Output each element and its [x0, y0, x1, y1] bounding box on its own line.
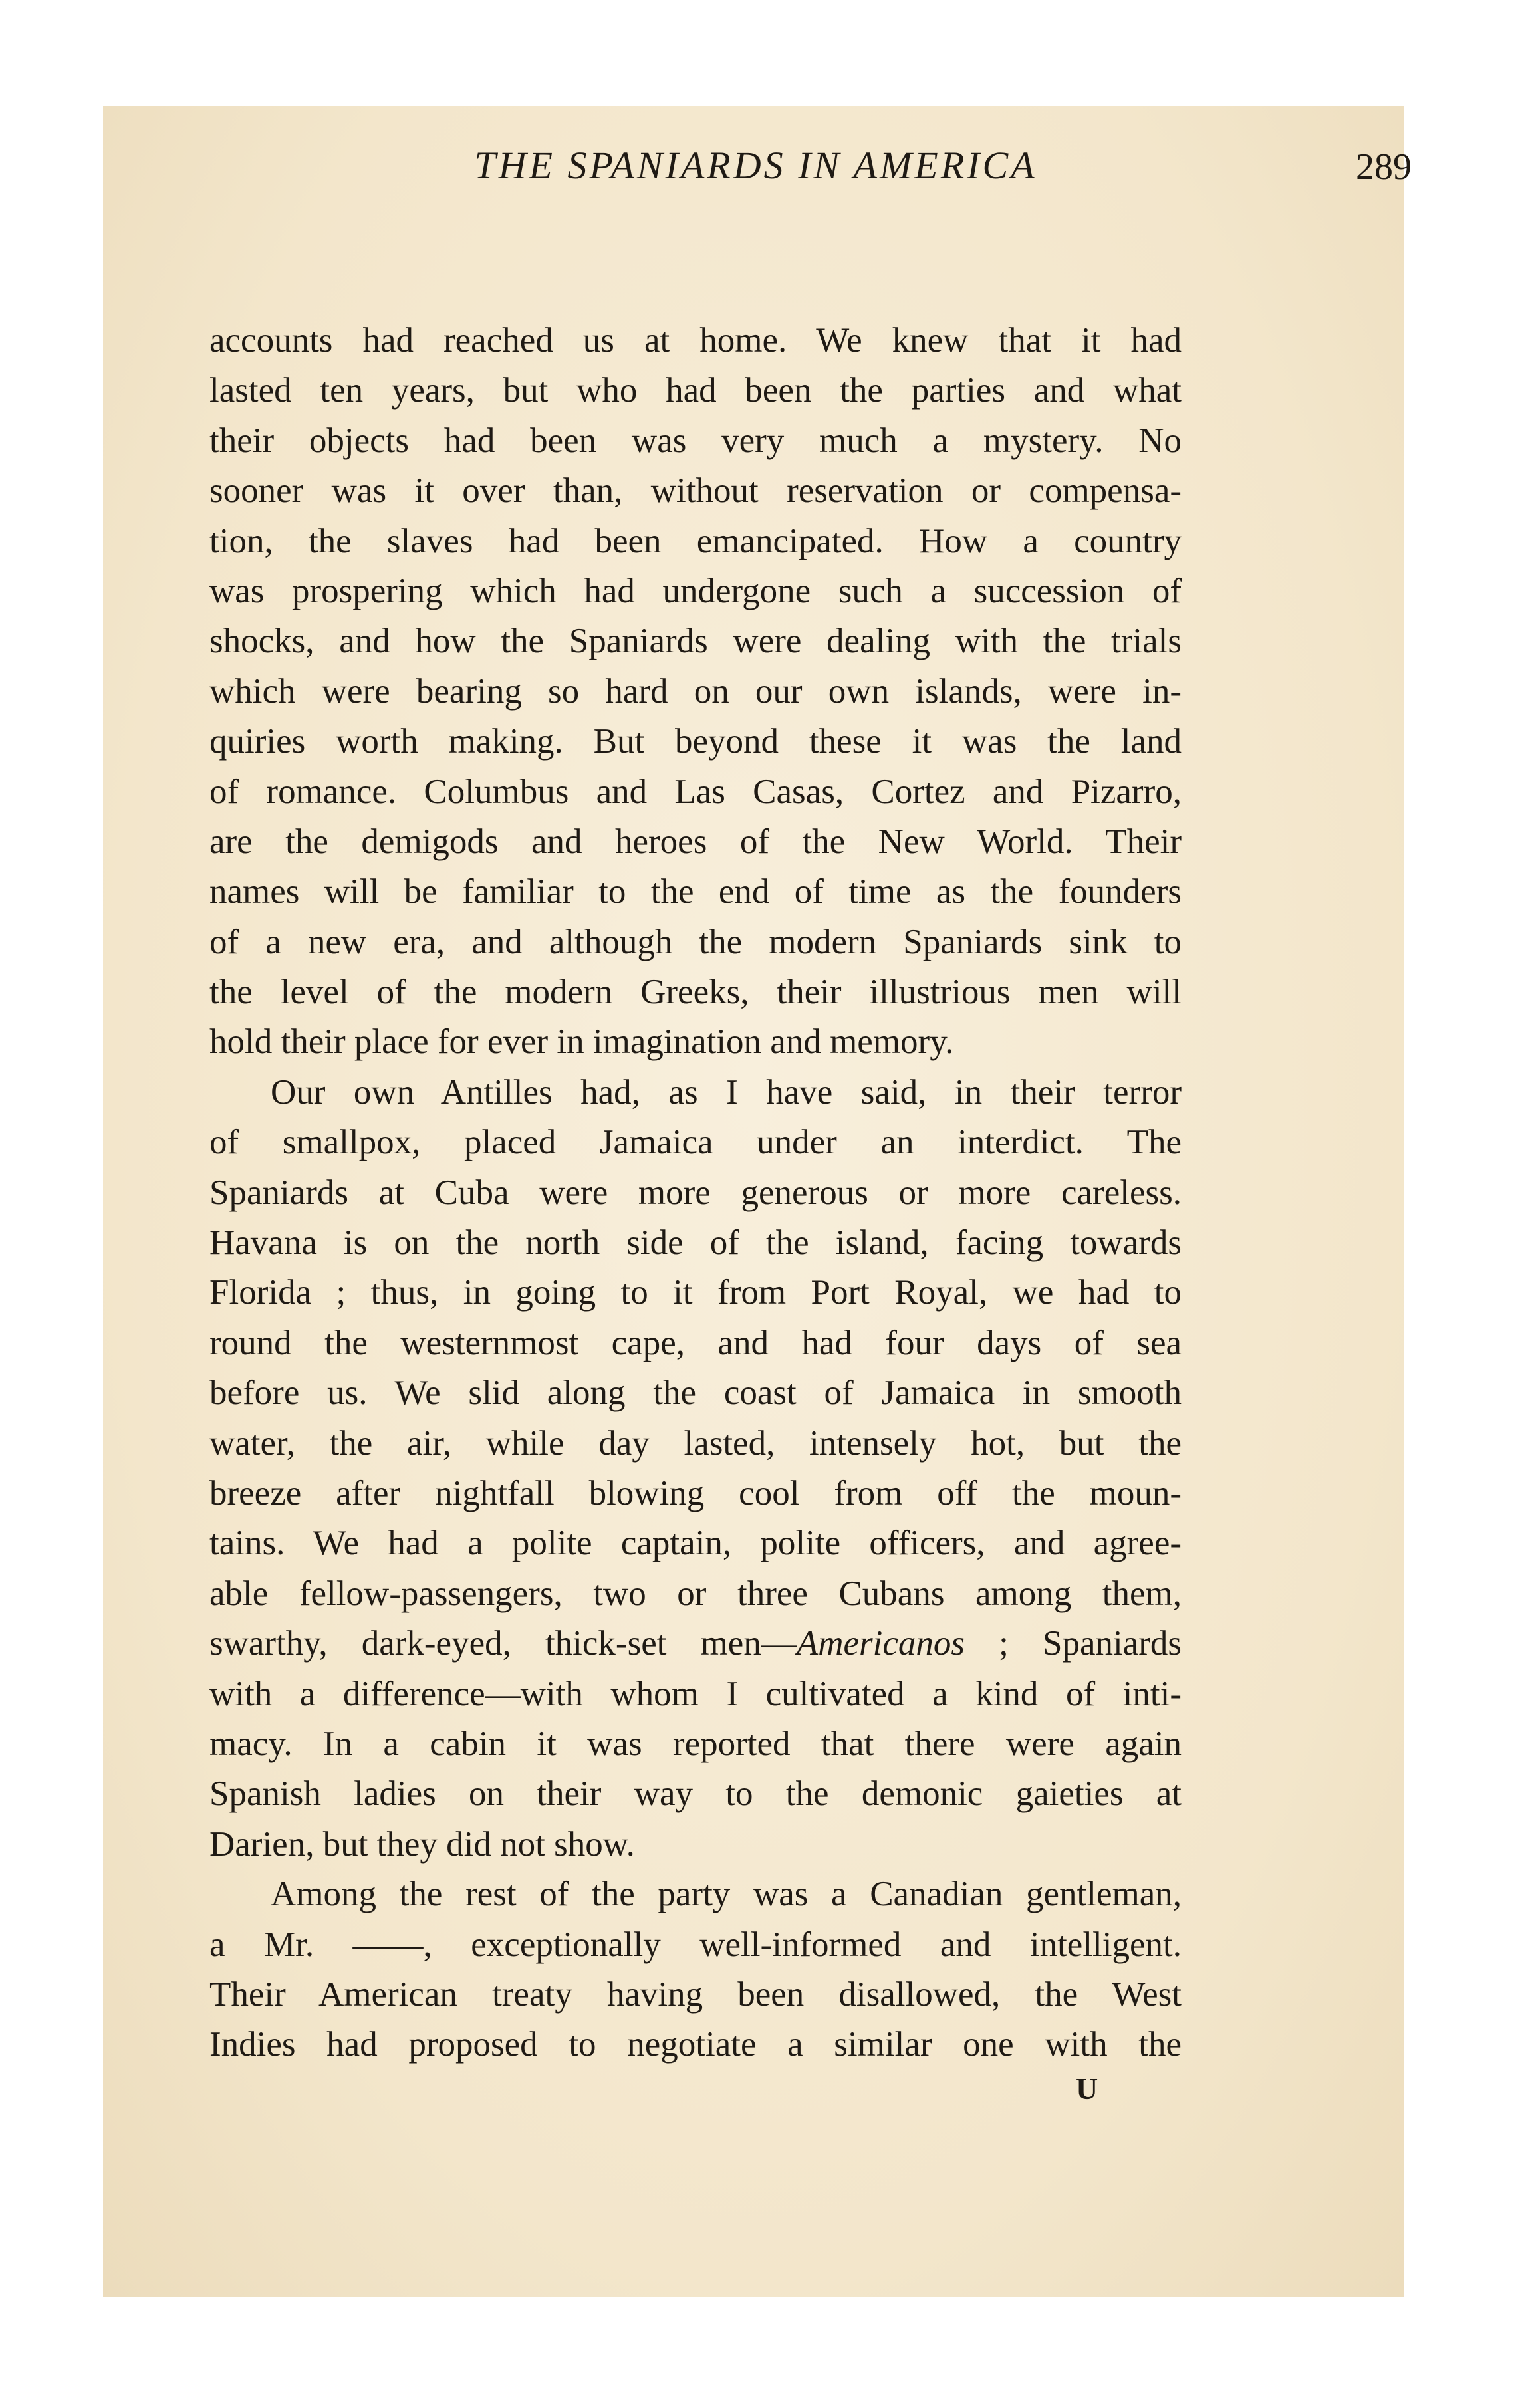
signature-mark: U: [1076, 2072, 1098, 2106]
running-title: THE SPANIARDS IN AMERICA: [474, 144, 1037, 187]
text-line: Spaniards at Cuba were more generous or more careless.: [209, 1173, 1182, 1212]
text-line: hold their place for ever in imagination and memory.: [209, 1023, 954, 1062]
text-line: was prospering which had undergone such a succession of: [209, 571, 1182, 610]
text-line: Indies had proposed to negotiate a similar one with the: [209, 2025, 1182, 2064]
text-line: Havana is on the north side of the island, facing towards: [209, 1223, 1182, 1263]
text-line: round the westernmost cape, and had four days of sea: [209, 1323, 1182, 1362]
text-line: sooner was it over than, without reservation or compensa-: [209, 471, 1182, 511]
text-line: of romance. Columbus and Las Casas, Cortez and Pizarro,: [209, 772, 1182, 811]
paragraph-1: [209, 316, 1182, 1068]
text-line: Florida ; thus, in going to it from Port Royal, we had to: [209, 1273, 1182, 1312]
text-line: their objects had been was very much a mystery. No: [209, 421, 1182, 460]
text-line: Spanish ladies on their way to the demonic gaieties at: [209, 1774, 1182, 1814]
paragraph-2: [209, 1068, 1182, 1869]
text-line: tains. We had a polite captain, polite officers, and agree-: [209, 1524, 1182, 1563]
text-line: shocks, and how the Spaniards were dealing with the trials: [209, 622, 1182, 661]
text-line: names will be familiar to the end of time as the founders: [209, 872, 1182, 911]
text-body: [209, 316, 1182, 2070]
page-number: 289: [1356, 146, 1412, 187]
text-line: of smallpox, placed Jamaica under an interdict. The: [209, 1123, 1182, 1162]
text-line: with a difference—with whom I cultivated a kind of inti-: [209, 1674, 1182, 1713]
text-line: able fellow-passengers, two or three Cubans among them,: [209, 1574, 1182, 1613]
text-line: Among the rest of the party was a Canadian gentleman,: [271, 1875, 1182, 1914]
text-line: which were bearing so hard on our own islands, were in-: [209, 671, 1182, 711]
text-line: Our own Antilles had, as I have said, in their terror: [271, 1072, 1182, 1112]
paragraph-3: [209, 1869, 1182, 2070]
text-line: Darien, but they did not show.: [209, 1824, 635, 1864]
text-line: macy. In a cabin it was reported that there were again: [209, 1724, 1182, 1763]
text-line: a Mr. ——, exceptionally well-informed and intelligent.: [209, 1925, 1182, 1964]
page-header: [100, 143, 1412, 196]
text-line: before us. We slid along the coast of Jamaica in smooth: [209, 1374, 1182, 1413]
text-line: accounts had reached us at home. We knew that it had: [209, 321, 1182, 360]
text-line: Their American treaty having been disallowed, the West: [209, 1975, 1182, 2014]
text-line: water, the air, while day lasted, intensely hot, but the: [209, 1423, 1182, 1463]
text-line: are the demigods and heroes of the New World. Their: [209, 822, 1182, 861]
text-line: swarthy, dark-eyed, thick-set men—Americanos ; Spaniards: [209, 1624, 1182, 1663]
text-line: breeze after nightfall blowing cool from off the moun-: [209, 1473, 1182, 1512]
text-line: the level of the modern Greeks, their illustrious men will: [209, 973, 1182, 1012]
text-line: tion, the slaves had been emancipated. How a country: [209, 521, 1182, 560]
text-line: quiries worth making. But beyond these it was the land: [209, 722, 1182, 761]
text-line: lasted ten years, but who had been the parties and what: [209, 371, 1182, 410]
text-line: of a new era, and although the modern Spaniards sink to: [209, 922, 1182, 961]
